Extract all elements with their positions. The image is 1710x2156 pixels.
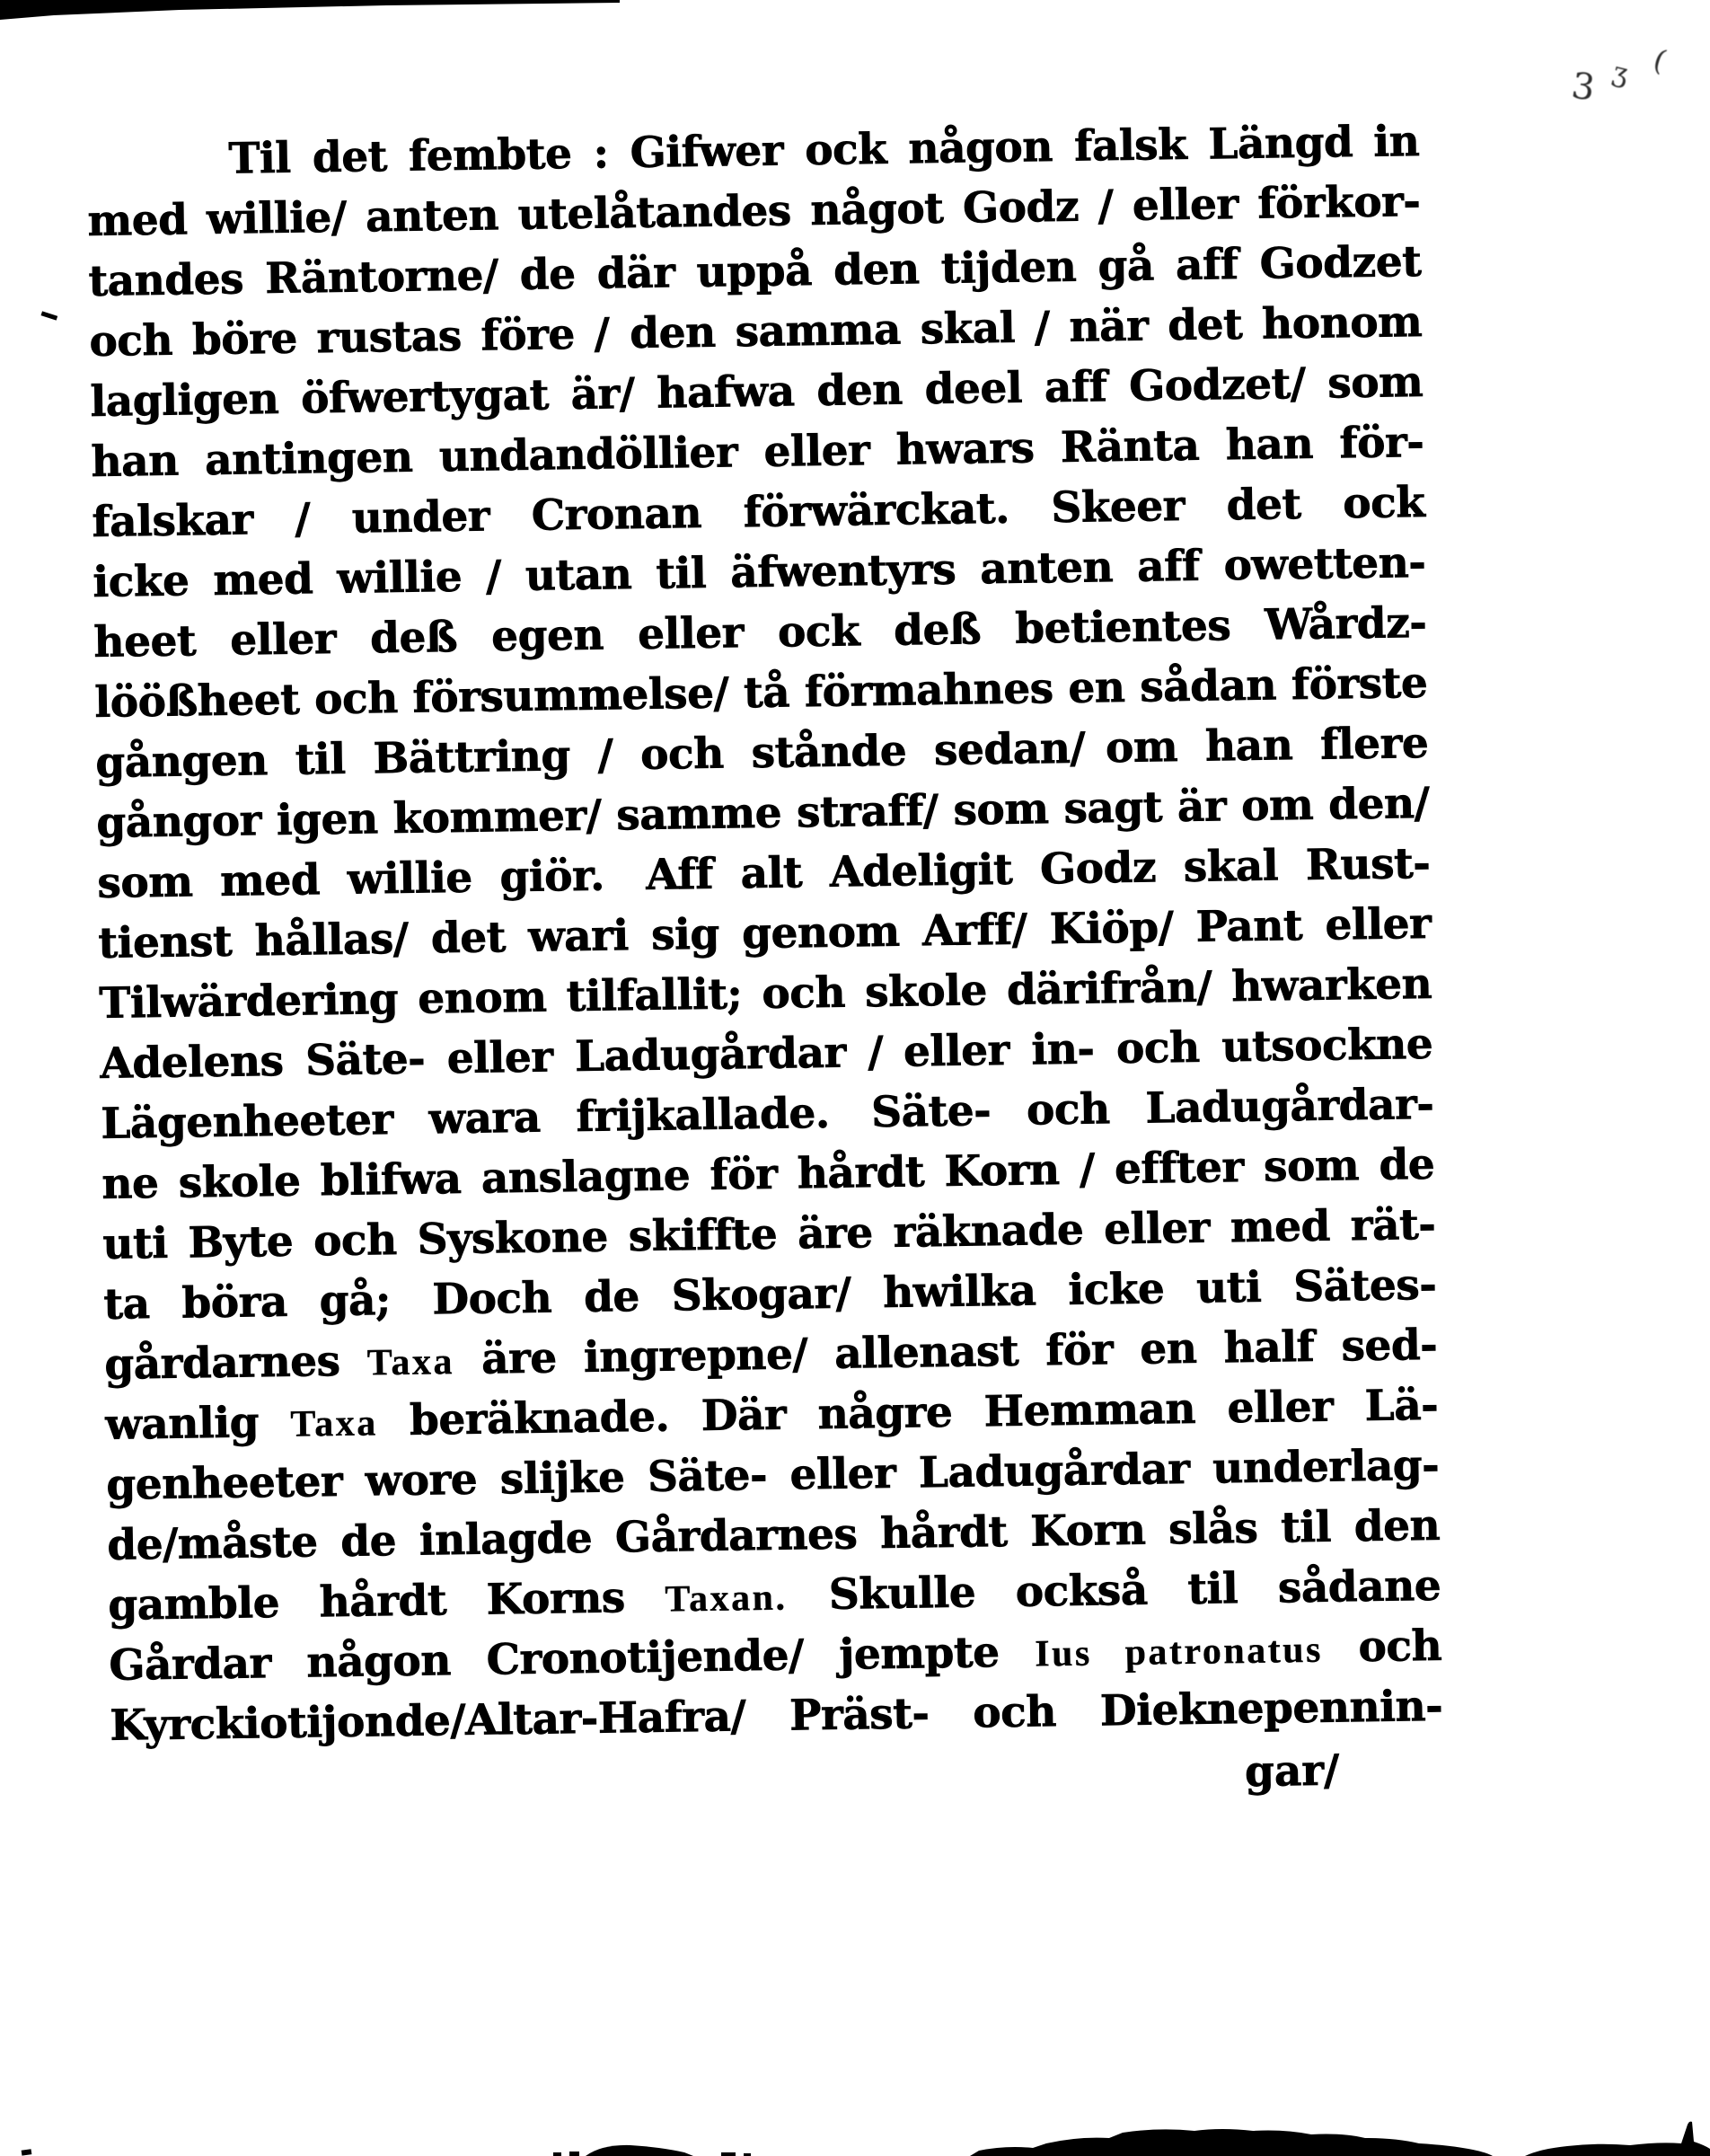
fraktur-text: genheeter wore slijke Säte- eller Ladugårdar underlag-	[105, 1440, 1440, 1510]
roman-type-text: Taxa	[290, 1402, 378, 1445]
fraktur-text: icke med willie / utan til äfwentyrs anten aff owetten-	[93, 537, 1426, 607]
fraktur-text: gamble hårdt Korns	[107, 1572, 665, 1630]
scan-artifact-top-wedge	[0, 0, 620, 20]
scan-artifact-left-tick	[41, 311, 58, 320]
fraktur-text: wanlig	[104, 1397, 291, 1450]
fraktur-text: ta böra gå; Doch de Skogar/ hwilka icke uti Sätes-	[102, 1259, 1437, 1330]
fraktur-text: äre ingrepne/ allenast för en half sed-	[454, 1320, 1438, 1385]
fraktur-text: tienst hållas/ det wari sig genom Arff/ Kiöp/ Pant eller	[98, 898, 1432, 968]
text-block	[86, 111, 1444, 1819]
fraktur-text: uti Byte och Syskone skiffte äre räknade eller med rät-	[101, 1199, 1436, 1269]
folio-number-faded	[1561, 36, 1696, 135]
fraktur-text: löößheet och försummelse/ tå förmahnes en sådan förste	[94, 658, 1428, 728]
text-column	[86, 111, 1443, 1756]
fraktur-text: lagligen öfwertygat är/ hafwa den deel aff Godzet/ som	[90, 357, 1424, 427]
folio-fragment: ʒ	[1609, 56, 1632, 91]
fraktur-text: Til det fembte : Gifwer ock någon falsk Längd in	[228, 116, 1420, 184]
fraktur-text: beräknade. Där någre Hemman eller Lä-	[377, 1380, 1439, 1446]
fraktur-text: med willie/ anten utelåtandes något Godz / eller förkor-	[87, 176, 1421, 246]
scan-artifact-bottom-left-speck	[22, 2149, 32, 2155]
fraktur-text: och böre rustas före / den samma skal / när det honom	[89, 296, 1423, 367]
folio-fragment: (	[1649, 42, 1671, 78]
fraktur-text: och	[1322, 1621, 1442, 1673]
roman-type-text: Taxan.	[665, 1577, 788, 1621]
roman-type-text: Ius patronatus	[1034, 1629, 1324, 1675]
scan-artifact-bottom-edge	[553, 2122, 1710, 2156]
fraktur-text: Lägenheeter wara frijkallade. Säte- och Ladugårdar-	[100, 1079, 1434, 1149]
catchword: gar/	[1244, 1745, 1340, 1798]
fraktur-text: ne skole blifwa anslagne för hårdt Korn / effter som de	[101, 1139, 1435, 1209]
fraktur-text: Kyrckiotijonde/Altar-Hafra/ Präst- och Dieknepennin-	[109, 1681, 1443, 1751]
fraktur-text: tandes Räntorne/ de där uppå den tijden gå aff Godzet	[88, 236, 1422, 306]
fraktur-text: gången til Bättring / och stånde sedan/ om han flere	[95, 718, 1429, 788]
fraktur-text: han antingen undandöllier eller hwars Ränta han för-	[91, 417, 1424, 487]
fraktur-text: gångor igen kommer/ samme straff/ som sagt är om den/	[96, 778, 1430, 848]
fraktur-text: som med willie giör. Aff alt Adeligit Godz skal Rust-	[97, 838, 1431, 908]
fraktur-text: gårdarnes	[103, 1336, 368, 1390]
fraktur-text: Skulle också til sådane	[786, 1560, 1441, 1621]
fraktur-text: Tilwärdering enom tilfallit; och skole därifrån/ hwarken	[99, 959, 1432, 1029]
roman-type-text: Taxa	[366, 1341, 455, 1384]
fraktur-text: Gårdar någon Cronotijende/ jempte	[108, 1627, 1036, 1691]
fraktur-text: heet eller deß egen eller ock deß betientes Wårdz-	[93, 597, 1427, 667]
folio-fragment: 3	[1568, 65, 1598, 110]
fraktur-text: de/måste de inlagde Gårdarnes hårdt Korn slås til den	[106, 1500, 1441, 1570]
fraktur-text: falskar / under Cronan förwärckat. Skeer det ock	[92, 477, 1425, 547]
fraktur-text: Adelens Säte- eller Ladugårdar / eller in- och utsockne	[99, 1019, 1433, 1089]
